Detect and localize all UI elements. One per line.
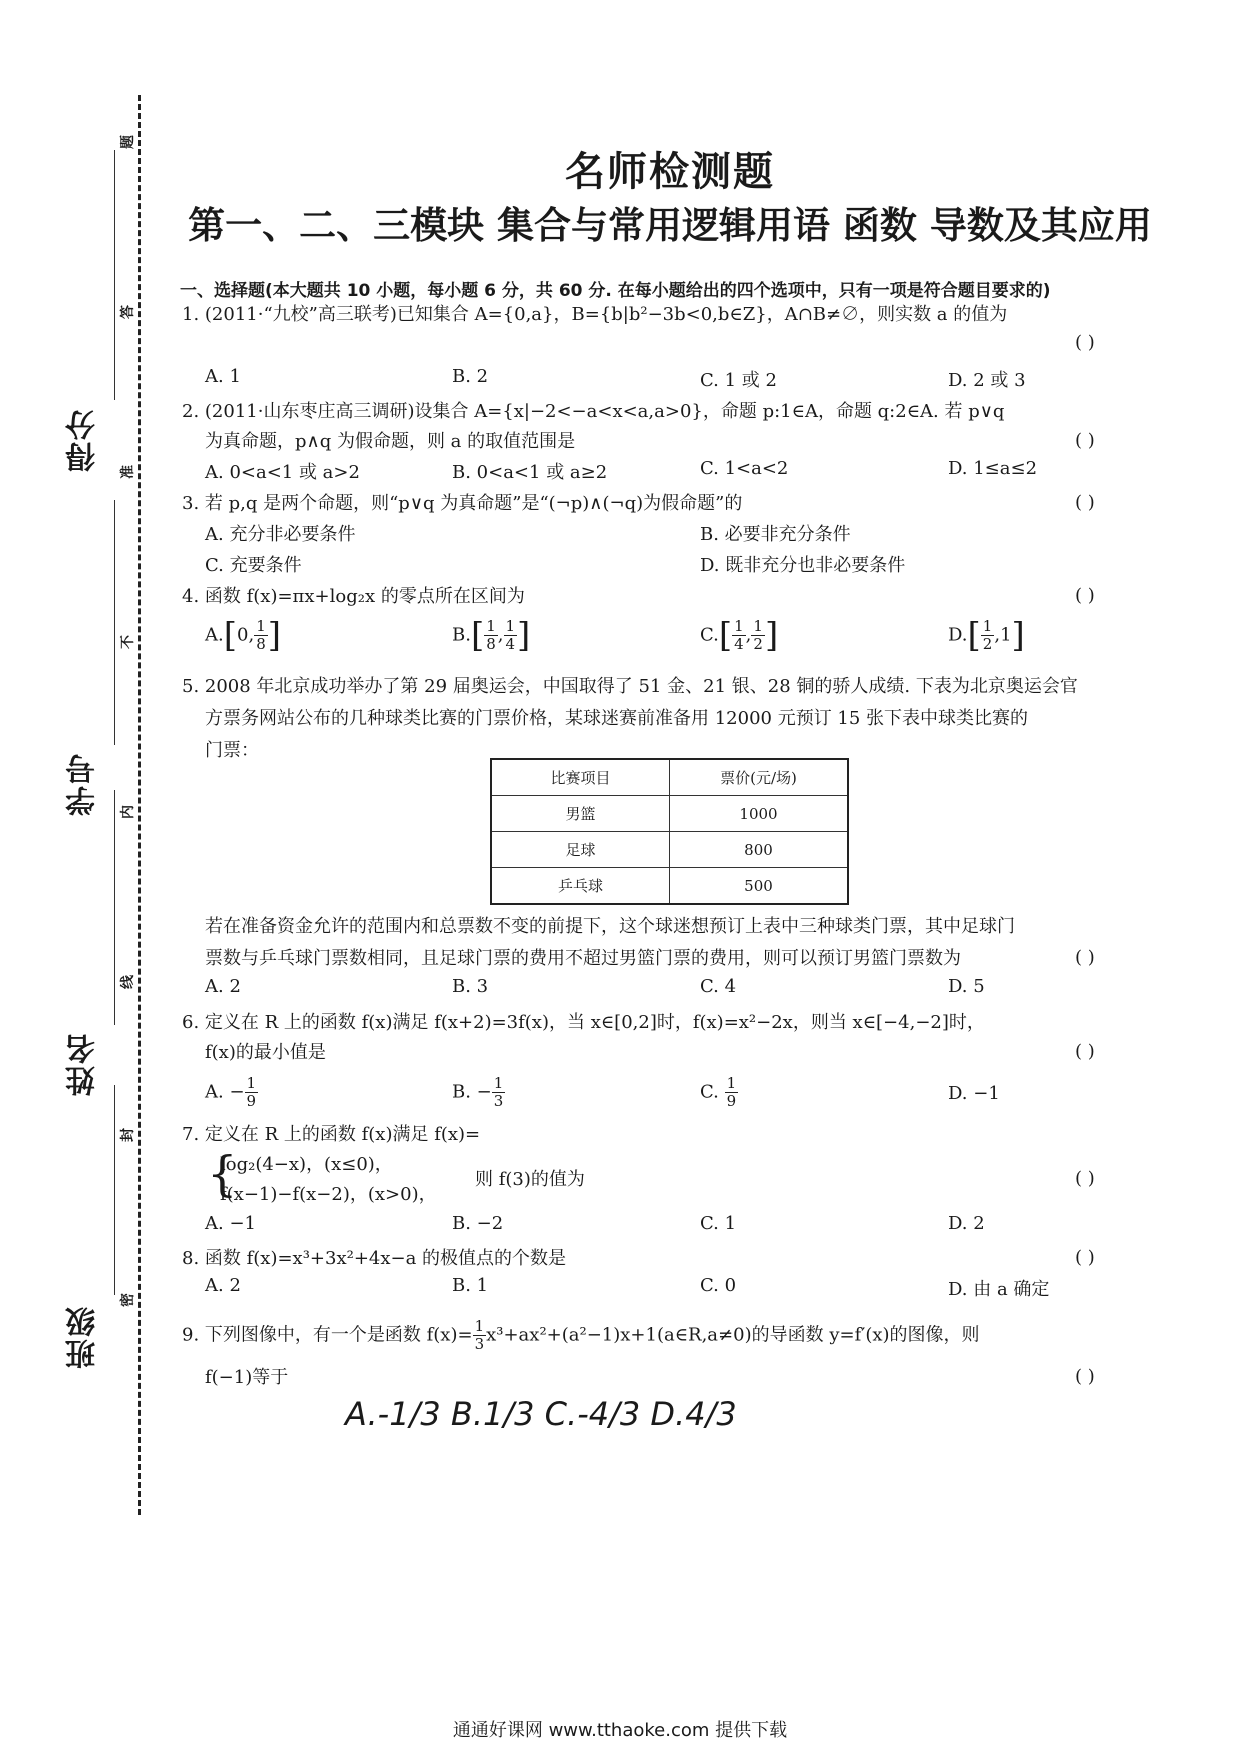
q5-stem-line1: 5. 2008 年北京成功举办了第 29 届奥运会，中国取得了 51 金、21 银、28 铜的骄人成绩. 下表为北京奥运会官 [182,676,1078,697]
q6-option-a: A. − $\frac{1}{9}$ [205,1074,257,1110]
student-id-label: 学号 [66,752,101,816]
table-cell: 足球 [491,832,670,868]
q5-stem-line2: 方票务网站公布的几种球类比赛的门票价格，某球迷赛前准备用 12000 元预订 15 张下表中球类比赛的 [205,708,1029,729]
table-header-cell: 票价(元/场) [670,759,849,796]
q7-brace: { [207,1146,238,1202]
margin-char: 不 [120,635,136,649]
q5-stem-line3: 门票： [205,740,259,761]
q8-answer-paren[interactable]: ( ) [1075,1247,1095,1268]
q7-option-b: B. −2 [452,1213,504,1234]
handwritten-options: A.-1/3 B.1/3 C.-4/3 D.4/3 [345,1395,737,1433]
q4-option-c: C.[ $\frac{1}{4}$ , $\frac{1}{2}$ ] [700,615,779,656]
q4-option-b: B.[ $\frac{1}{8}$ , $\frac{1}{4}$ ] [452,615,531,656]
q6-stem-line1: 6. 定义在 R 上的函数 f(x)满足 f(x+2)=3f(x)，当 x∈[0,2]时，f(x)=x²−2x，则当 x∈[−4,−2]时， [182,1012,985,1033]
table-cell: 500 [670,868,849,905]
q8-option-b: B. 1 [452,1275,489,1296]
q3-answer-paren[interactable]: ( ) [1075,492,1095,513]
q3-option-d: D. 既非充分也非必要条件 [700,555,906,576]
q7-option-c: C. 1 [700,1213,737,1234]
q1-option-a: A. 1 [205,366,241,387]
q2-stem-line2: 为真命题，p∧q 为假命题，则 a 的取值范围是 [205,431,576,452]
margin-char: 准 [120,465,136,479]
q9-stem-line2: f(−1)等于 [205,1367,289,1388]
q3-option-b: B. 必要非充分条件 [700,524,851,545]
margin-char: 答 [120,305,136,319]
q1-option-c: C. 1 或 2 [700,370,777,391]
q7-answer-paren[interactable]: ( ) [1075,1168,1095,1189]
q5-option-b: B. 3 [452,976,489,997]
q1-stem: 1. (2011·“九校”高三联考)已知集合 A={0,a}，B={b|b²−3b<0,b∈Z}，A∩B≠∅，则实数 a 的值为 [182,304,1008,325]
q6-option-b: B. − $\frac{1}{3}$ [452,1074,504,1110]
q5-option-d: D. 5 [948,976,985,997]
q8-stem: 8. 函数 f(x)=x³+3x²+4x−a 的极值点的个数是 [182,1248,567,1269]
q2-stem-line1: 2. (2011·山东枣庄高三调研)设集合 A={x|−2<−a<x<a,a>0}，命题 p:1∈A，命题 q:2∈A. 若 p∨q [182,401,1005,422]
table-header-cell: 比赛项目 [491,759,670,796]
q4-answer-paren[interactable]: ( ) [1075,585,1095,606]
q8-option-c: C. 0 [700,1275,737,1296]
q9-stem-line1: 9. 下列图像中，有一个是函数 f(x)= $\frac{1}{3}$ x³+ax²+(a²−1)x+1(a∈R,a≠0)的导函数 y=f′(x)的图像，则 [182,1317,980,1353]
q4-stem: 4. 函数 f(x)=πx+log₂x 的零点所在区间为 [182,586,525,607]
table-header-row [491,759,848,796]
margin-char: 封 [120,1128,136,1142]
q7-option-d: D. 2 [948,1213,985,1234]
table-row [491,832,848,868]
class-label: 班级 [66,1305,101,1369]
name-label: 姓名 [66,1032,101,1096]
q8-option-a: A. 2 [205,1275,241,1296]
q7-case2: f(x−1)−f(x−2)，(x>0)， [220,1184,437,1205]
table-cell: 1000 [670,796,849,832]
q5-option-c: C. 4 [700,976,737,997]
q2-answer-paren[interactable]: ( ) [1075,430,1095,451]
page-footer: 通通好课网 www.tthaoke.com 提供下载 [452,1720,788,1741]
q5-stem-line5: 票数与乒乓球门票数相同，且足球门票的费用不超过男篮门票的费用，则可以预订男篮门票数为 [205,948,961,969]
q7-option-a: A. −1 [205,1213,256,1234]
score-field[interactable] [114,150,115,400]
q2-option-c: C. 1<a<2 [700,458,789,479]
q3-option-a: A. 充分非必要条件 [205,524,356,545]
q5-option-a: A. 2 [205,976,241,997]
binding-dashed-line [138,95,141,1515]
q3-option-c: C. 充要条件 [205,555,302,576]
margin-char: 密 [120,1293,136,1307]
q3-stem: 3. 若 p,q 是两个命题，则“p∨q 为真命题”是“(¬p)∧(¬q)为假命题”的 [182,493,743,514]
q6-option-c: C. $\frac{1}{9}$ [700,1074,737,1110]
page-title: 名师检测题 [565,149,775,195]
q2-option-a: A. 0<a<1 或 a>2 [205,462,360,483]
table-row [491,868,848,905]
q7-case1: log₂(4−x)，(x≤0)， [220,1154,393,1175]
q1-option-b: B. 2 [452,366,489,387]
name-field[interactable] [114,790,115,1025]
q9-answer-paren[interactable]: ( ) [1075,1366,1095,1387]
student-id-field[interactable] [114,500,115,745]
q1-option-d: D. 2 或 3 [948,370,1026,391]
ticket-price-table [490,758,849,905]
page-subtitle: 第一、二、三模块 集合与常用逻辑用语 函数 导数及其应用 [188,204,1152,247]
margin-char: 内 [120,805,136,819]
q2-option-b: B. 0<a<1 或 a≥2 [452,462,608,483]
q6-stem-line2: f(x)的最小值是 [205,1042,326,1063]
q7-stem-line1: 7. 定义在 R 上的函数 f(x)满足 f(x)= [182,1124,481,1145]
section-heading: 一、选择题(本大题共 10 小题，每小题 6 分，共 60 分. 在每小题给出的四个选项中，只有一项是符合题目要求的) [180,281,1051,301]
q4-option-a: A.[0, $\frac{1}{8}$ ] [205,615,281,656]
q5-answer-paren[interactable]: ( ) [1075,947,1095,968]
q6-answer-paren[interactable]: ( ) [1075,1041,1095,1062]
q4-option-d: D.[ $\frac{1}{2}$ ,1] [948,615,1025,656]
table-cell: 乒乓球 [491,868,670,905]
q1-answer-paren[interactable]: ( ) [1075,332,1095,353]
table-cell: 男篮 [491,796,670,832]
q5-stem-line4: 若在准备资金允许的范围内和总票数不变的前提下，这个球迷想预订上表中三种球类门票，其中足球门 [205,916,1015,937]
q8-option-d: D. 由 a 确定 [948,1279,1050,1300]
q2-option-d: D. 1≤a≤2 [948,458,1038,479]
table-cell: 800 [670,832,849,868]
class-field[interactable] [114,1085,115,1295]
table-row [491,796,848,832]
margin-char: 题 [120,135,136,149]
q6-option-d: D. −1 [948,1083,1000,1104]
margin-char: 线 [120,975,136,989]
score-label: 得分 [66,408,101,472]
q7-stem-tail: 则 f(3)的值为 [475,1169,585,1190]
